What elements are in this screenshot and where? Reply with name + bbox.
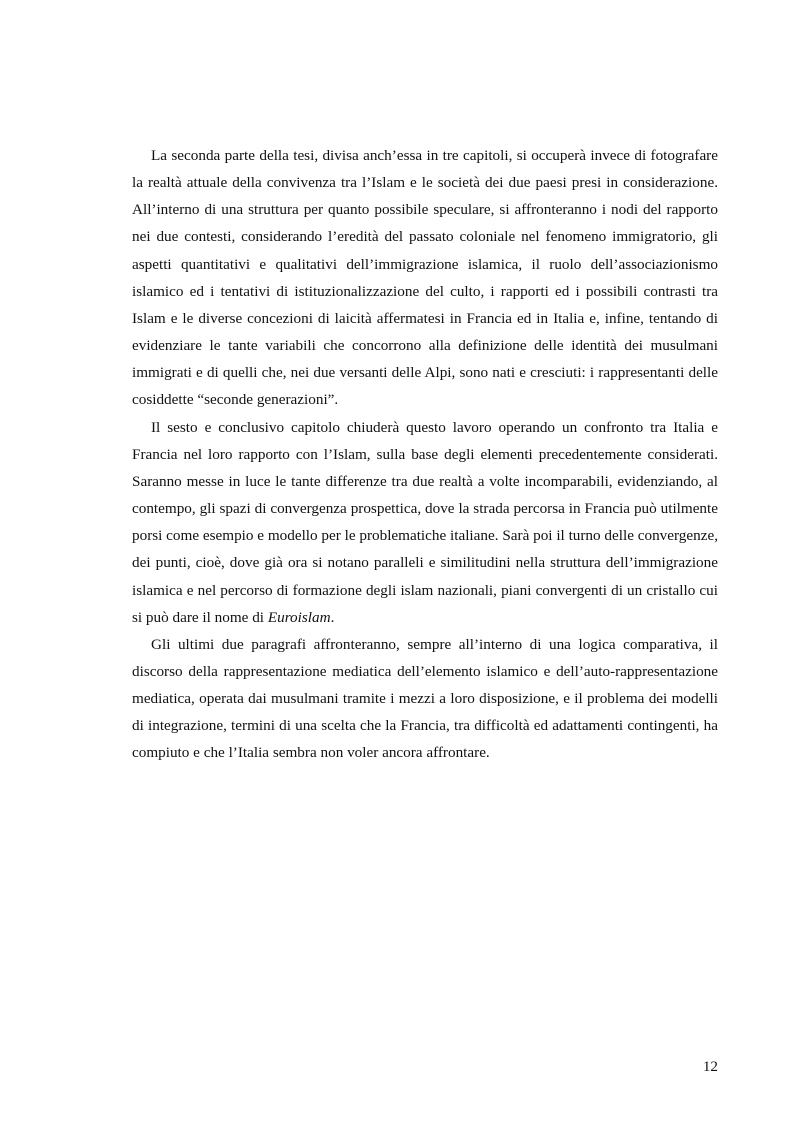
paragraph-2-text: Il sesto e conclusivo capitolo chiuderà questo lavoro operando un confronto tra Italia e Francia nel loro rapporto con l’Islam, sulla base degli elementi precedentemente considerati. Saranno messe in luce le tante differenze tra due realtà a volte incomparabili, evidenziando, al contempo, gli spazi di convergenza prospettica, dove la strada percorsa in Francia può utilmente porsi come esempio e modello per le problematiche italiane. Sarà poi il turno delle convergenze, dei punti, cioè, dove già ora si notano paralleli e similitudini nella struttura dell’immigrazione islamica e nel percorso di formazione degli islam nazionali, piani convergenti di un cristallo cui si può dare il nome di: [132, 418, 718, 626]
paragraph-2: [132, 414, 718, 631]
paragraph-2-end: .: [330, 608, 335, 626]
paragraph-3: Gli ultimi due paragrafi affronteranno, sempre all’interno di una logica comparativa, il discorso della rappresentazione mediatica dell’elemento islamico e dell’auto-rappresentazione mediatica, operata dai musulmani tramite i mezzi a loro disposizione, e il problema dei modelli di integrazione, termini di una scelta che la Francia, tra difficoltà ed adattamenti contingenti, ha compiuto e che l’Italia sembra non voler ancora affrontare.: [132, 635, 718, 762]
body-text: [132, 142, 718, 767]
page-number: 12: [702, 1058, 718, 1075]
paragraph-1: La seconda parte della tesi, divisa anch’essa in tre capitoli, si occuperà invece di fotografare la realtà attuale della convivenza tra l’Islam e le società dei due paesi presi in considerazione. All’interno di una struttura per quanto possibile speculare, si affronteranno i nodi del rapporto nei due contesti, considerando l’eredità del passato coloniale nel fenomeno immigratorio, gli aspetti quantitativi e qualitativi dell’immigrazione islamica, il ruolo dell’associazionismo islamico ed i tentativi di istituzionalizzazione del culto, i rapporti ed i possibili contrasti tra Islam e le diverse concezioni di laicità affermatesi in Francia ed in Italia e, infine, tentando di evidenziare le tante variabili che concorrono alla definizione delle identità dei musulmani immigrati e di quelli che, nei due versanti delle Alpi, sono nati e cresciuti: i rappresentanti delle cosiddette “seconde generazioni”.: [132, 147, 718, 409]
euroislam-term: Euroislam: [267, 608, 331, 626]
